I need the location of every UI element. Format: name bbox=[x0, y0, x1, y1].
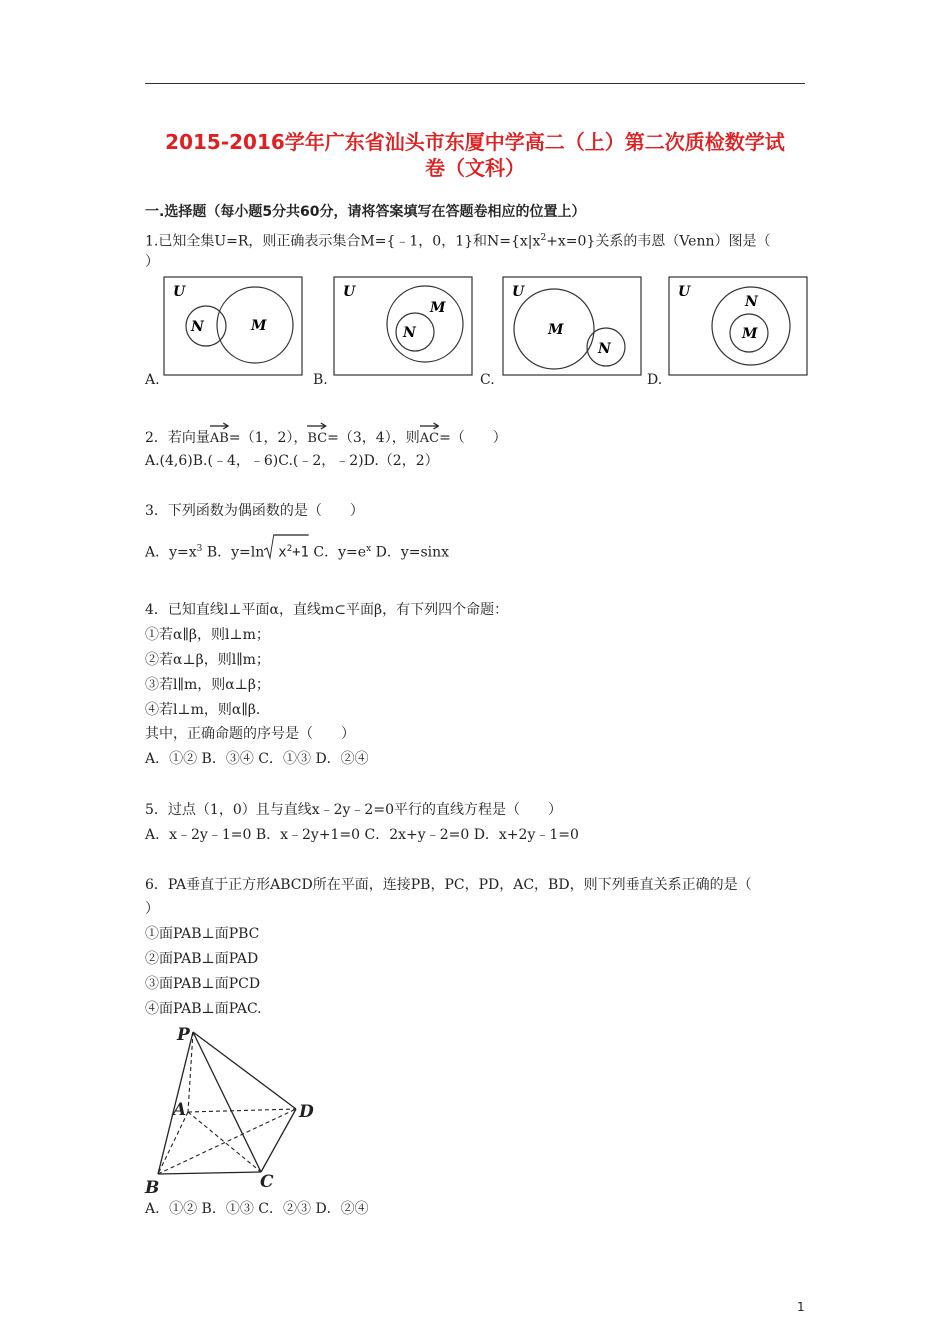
sqrt-radicand-a: x bbox=[278, 544, 287, 561]
vertex-label-a: A bbox=[173, 1100, 187, 1120]
q1-stem bbox=[145, 229, 771, 251]
header-rule bbox=[145, 83, 805, 84]
edge-ab bbox=[158, 1112, 188, 1174]
q2-options: A.(4,6)B.(﹣4，﹣6)C.(﹣2，﹣2)D.（2，2） bbox=[145, 453, 439, 469]
venn-c-n: N bbox=[598, 341, 611, 357]
q2-pre: 2．若向量 bbox=[145, 430, 210, 446]
edge-pd bbox=[193, 1032, 296, 1109]
q6-stem: 6．PA垂直于正方形ABCD所在平面，连接PB，PC，PD，AC，BD，则下列垂直关系正确的是（ bbox=[145, 877, 752, 893]
q3-option-c: C．y=e bbox=[308, 544, 367, 561]
vector-ac bbox=[420, 426, 439, 448]
venn-a-n: N bbox=[191, 319, 204, 335]
vertex-label-b: B bbox=[145, 1178, 160, 1197]
vector-ac-label: AC bbox=[419, 431, 440, 446]
section-heading: 一.选择题（每小题5分共60分，请将答案填写在答题卷相应的位置上） bbox=[145, 204, 586, 220]
q1-option-b: B. bbox=[313, 372, 328, 388]
q6-item-3: ③面PAB⊥面PCD bbox=[145, 976, 261, 992]
vertex-label-d: D bbox=[299, 1102, 314, 1122]
q3-options bbox=[145, 540, 449, 562]
sqrt-radicand-b: +1 bbox=[292, 544, 309, 561]
q6-item-4: ④面PAB⊥面PAC. bbox=[145, 1001, 262, 1017]
q2-eq1: =（1，2）， bbox=[228, 430, 308, 446]
venn-a-m: M bbox=[251, 318, 267, 334]
page-number: 1 bbox=[797, 1300, 805, 1314]
sqrt-expression bbox=[264, 540, 309, 562]
q3-option-a: A．y=x bbox=[145, 544, 197, 561]
q1-sup: 2 bbox=[540, 233, 547, 243]
venn-option-d bbox=[668, 276, 808, 376]
venn-option-b bbox=[333, 276, 473, 376]
q1-option-c: C. bbox=[480, 372, 495, 388]
q6-stem-cont: ） bbox=[145, 901, 159, 917]
q3-option-d: D．y=sinx bbox=[371, 544, 450, 561]
q1-option-a: A. bbox=[145, 372, 160, 388]
q6-item-2: ②面PAB⊥面PAD bbox=[145, 951, 259, 967]
q3-option-a-sup: 3 bbox=[196, 544, 203, 554]
venn-c-u: U bbox=[512, 284, 525, 300]
vertex-label-p: P bbox=[177, 1025, 190, 1045]
q4-stem: 4．已知直线l⊥平面α，直线m⊂平面β，有下列四个命题： bbox=[145, 602, 509, 618]
edge-cd bbox=[261, 1109, 296, 1172]
q4-options: A．①② B．③④ C．①③ D．②④ bbox=[145, 751, 369, 767]
page-title-line2: 卷（文科） bbox=[425, 156, 525, 180]
edge-ac bbox=[188, 1112, 261, 1172]
q2-eq2: =（3，4），则 bbox=[327, 430, 420, 446]
venn-b-n: N bbox=[403, 325, 416, 341]
q1-stem-cont: ） bbox=[145, 254, 159, 270]
q6-options: A．①② B．①③ C．②③ D．②④ bbox=[145, 1201, 369, 1217]
q3-stem: 3．下列函数为偶函数的是（ ） bbox=[145, 503, 364, 519]
edge-pc bbox=[193, 1032, 261, 1172]
vector-ab bbox=[210, 426, 229, 448]
q6-item-1: ①面PAB⊥面PBC bbox=[145, 926, 260, 942]
vector-ab-label: AB bbox=[209, 431, 229, 446]
sqrt-radicand-sup: 2 bbox=[286, 544, 293, 554]
q5-stem: 5．过点（1，0）且与直线x﹣2y﹣2=0平行的直线方程是（ ） bbox=[145, 802, 562, 818]
q4-item-3: ③若l∥m，则α⊥β； bbox=[145, 677, 270, 693]
venn-a-u: U bbox=[173, 284, 186, 300]
q1-text-a: 1.已知全集U=R，则正确表示集合M={﹣1，0，1}和N={x|x bbox=[145, 233, 541, 250]
q4-item-2: ②若α⊥β，则l∥m； bbox=[145, 652, 270, 668]
venn-option-c bbox=[502, 276, 642, 376]
venn-d-n: N bbox=[745, 294, 758, 310]
venn-b-m: M bbox=[430, 300, 446, 316]
edge-bc bbox=[158, 1172, 261, 1174]
venn-c-m: M bbox=[548, 322, 564, 338]
q1-text-b: +x=0}关系的韦恩（Venn）图是（ bbox=[546, 233, 771, 250]
q1-option-d: D. bbox=[647, 372, 663, 388]
q4-ask: 其中，正确命题的序号是（ ） bbox=[145, 726, 355, 742]
vector-bc bbox=[307, 426, 327, 448]
venn-b-u: U bbox=[343, 284, 356, 300]
venn-d-u: U bbox=[678, 284, 691, 300]
q4-item-1: ①若α∥β，则l⊥m； bbox=[145, 627, 270, 643]
page-title-line1: 2015-2016学年广东省汕头市东厦中学高二（上）第二次质检数学试 bbox=[165, 130, 785, 154]
q2-stem bbox=[145, 426, 507, 448]
q4-item-4: ④若l⊥m，则α∥β． bbox=[145, 702, 270, 718]
q2-eq3: =（ ） bbox=[439, 430, 507, 446]
q3-option-c-sup: x bbox=[366, 544, 372, 554]
q3-option-b: B．y=ln bbox=[202, 544, 265, 561]
venn-d-m: M bbox=[742, 326, 758, 342]
edge-ad bbox=[188, 1109, 296, 1112]
q5-options: A．x﹣2y﹣1=0 B．x﹣2y+1=0 C．2x+y﹣2=0 D．x+2y﹣1=0 bbox=[145, 827, 579, 843]
venn-option-a bbox=[163, 276, 303, 376]
vector-bc-label: BC bbox=[307, 431, 328, 446]
pyramid-figure bbox=[143, 1022, 323, 1197]
vertex-label-c: C bbox=[260, 1172, 274, 1192]
